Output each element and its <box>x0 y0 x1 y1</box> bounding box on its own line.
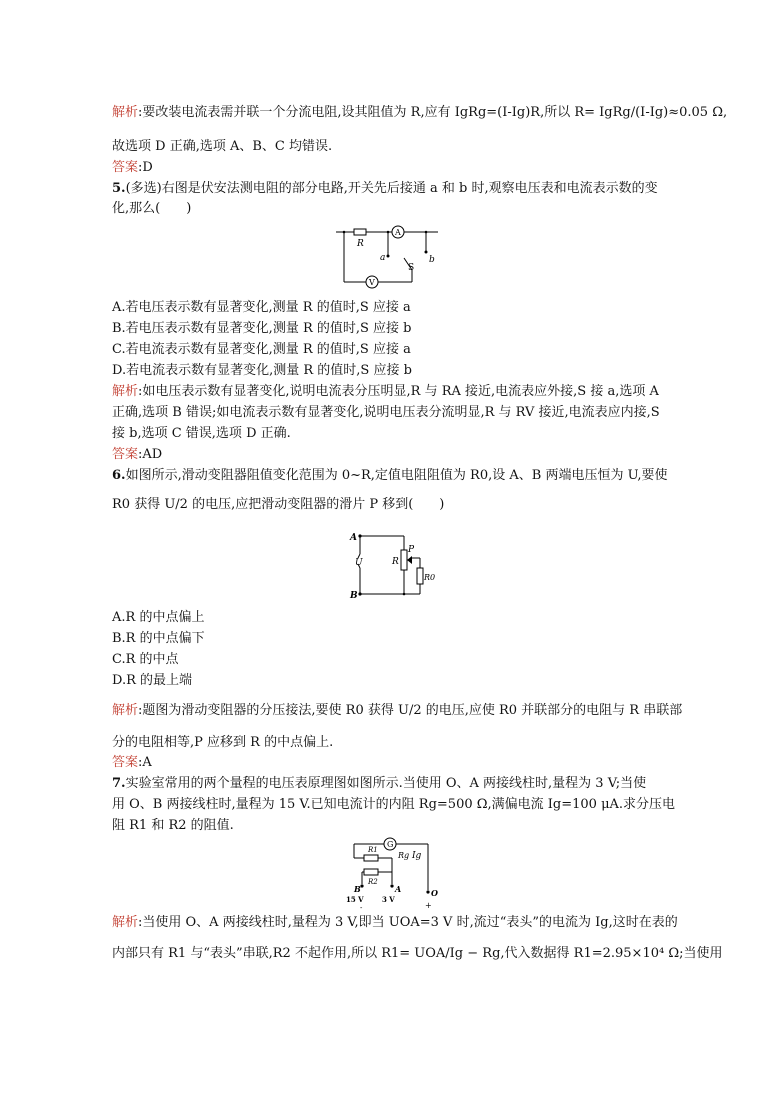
label-O: O <box>431 888 438 898</box>
label-U: U <box>355 558 363 568</box>
question-number: 5. <box>112 181 126 196</box>
q5-circuit-figure <box>330 222 450 292</box>
q7-circuit-figure <box>340 836 450 912</box>
label-S: S <box>408 263 415 273</box>
label-plus: + <box>425 901 432 910</box>
q5-stem-line-1 <box>112 180 658 198</box>
explain-label: 解析 <box>112 703 139 718</box>
label-V: V <box>369 278 375 287</box>
explain-label: 解析 <box>112 105 139 120</box>
q6-option-a: A.R 的中点偏上 <box>112 610 205 625</box>
q5-explain-line-2: 正确,选项 B 错误;如电流表示数有显著变化,说明电压表分流明显,R 与 RV 接近,电流表应内接,S <box>112 405 660 420</box>
label-a: a <box>380 253 386 263</box>
explain-text: :题图为滑动变阻器的分压接法,要使 R0 获得 U/2 的电压,应使 R0 并联部分的电阻与 R 串联部 <box>138 703 683 718</box>
q6-stem-line-1 <box>112 467 667 485</box>
q6-option-c: C.R 的中点 <box>112 652 179 667</box>
explain-label: 解析 <box>112 384 139 399</box>
q5-option-d: D.若电流表示数有显著变化,测量 R 的值时,S 应接 b <box>112 363 412 378</box>
q4-explain-line-2: 故选项 D 正确,选项 A、B、C 均错误. <box>112 139 333 154</box>
q7-stem-line-2: 用 O、B 两接线柱时,量程为 15 V.已知电流计的内阻 Rg=500 Ω,满偏电流 Ig=100 μA.求分压电 <box>112 797 676 812</box>
stem-text: 如图所示,滑动变阻器阻值变化范围为 0~R,定值电阻阻值为 R0,设 A、B 两端电压恒为 U,要使 <box>125 468 668 483</box>
explain-label: 解析 <box>112 915 139 930</box>
q6-circuit-figure <box>346 528 436 603</box>
label-R2: R2 <box>368 878 378 886</box>
q4-explain-line-1 <box>112 104 727 122</box>
answer-value: :A <box>138 755 152 770</box>
explain-text: :当使用 O、A 两接线柱时,量程为 3 V,即当 UOA=3 V 时,流过“表头”的电流为 Ig,这时在表的 <box>138 915 678 930</box>
label-3v: 3 V <box>382 895 395 904</box>
q5-option-c: C.若电流表示数有显著变化,测量 R 的值时,S 应接 a <box>112 342 411 357</box>
q6-explain-line-1 <box>112 702 682 720</box>
stem-text: 实验室常用的两个量程的电压表原理图如图所示.当使用 O、A 两接线柱时,量程为 3 V;当使 <box>125 776 647 791</box>
label-R: R <box>357 239 364 249</box>
label-P: P <box>408 545 415 555</box>
q7-explain-line-2: 内部只有 R1 与“表头”串联,R2 不起作用,所以 R1= UOA/Ig − Rg,代入数据得 R1=2.95×10⁴ Ω;当使用 <box>112 946 723 961</box>
q6-option-b: B.R 的中点偏下 <box>112 631 205 646</box>
q5-option-a: A.若电压表示数有显著变化,测量 R 的值时,S 应接 a <box>112 300 411 315</box>
label-R0: R0 <box>424 573 436 582</box>
q6-stem-line-2: R0 获得 U/2 的电压,应把滑动变阻器的滑片 P 移到( ) <box>112 497 445 512</box>
label-A: A <box>350 533 357 543</box>
q5-stem-line-2: 化,那么( ) <box>112 201 192 216</box>
q6-answer <box>112 754 152 772</box>
q5-option-b: B.若电压表示数有显著变化,测量 R 的值时,S 应接 b <box>112 321 412 336</box>
label-G: G <box>387 840 394 849</box>
label-R1: R1 <box>368 846 378 854</box>
label-A: A <box>395 884 402 894</box>
q6-explain-line-2: 分的电阻相等,P 应移到 R 的中点偏上. <box>112 735 334 750</box>
label-B: B <box>354 884 361 894</box>
answer-label: 答案 <box>112 447 139 462</box>
label-15v: 15 V <box>346 895 364 904</box>
answer-value: :AD <box>138 447 163 462</box>
label-Rg: Rg <box>398 851 410 860</box>
answer-label: 答案 <box>112 160 139 175</box>
q7-stem-line-3: 阻 R1 和 R2 的阻值. <box>112 818 234 833</box>
explain-text: :要改装电流表需并联一个分流电阻,设其阻值为 R,应有 IgRg=(I-Ig)R,所以 R= IgRg/(I-Ig)≈0.05 Ω, <box>138 105 728 120</box>
label-b: b <box>429 255 435 265</box>
q7-explain-line-1 <box>112 914 678 932</box>
q7-stem-line-1 <box>112 775 646 793</box>
q5-answer <box>112 446 162 464</box>
label-B: B <box>350 591 358 601</box>
label-minus: - <box>360 904 363 912</box>
label-A: A <box>395 228 401 237</box>
label-Ig: Ig <box>412 851 422 861</box>
answer-label: 答案 <box>112 755 139 770</box>
question-number: 6. <box>112 468 126 483</box>
explain-text: :如电压表示数有显著变化,说明电流表分压明显,R 与 RA 接近,电流表应外接,S 接 a,选项 A <box>138 384 659 399</box>
q5-explain-line-3: 接 b,选项 C 错误,选项 D 正确. <box>112 426 291 441</box>
answer-value: :D <box>138 160 153 175</box>
q5-explain-line-1 <box>112 383 659 401</box>
stem-text: (多选)右图是伏安法测电阻的部分电路,开关先后接通 a 和 b 时,观察电压表和电流表示数的变 <box>125 181 658 196</box>
q4-answer <box>112 159 153 177</box>
q6-option-d: D.R 的最上端 <box>112 673 193 688</box>
question-number: 7. <box>112 776 126 791</box>
label-R: R <box>392 557 399 567</box>
